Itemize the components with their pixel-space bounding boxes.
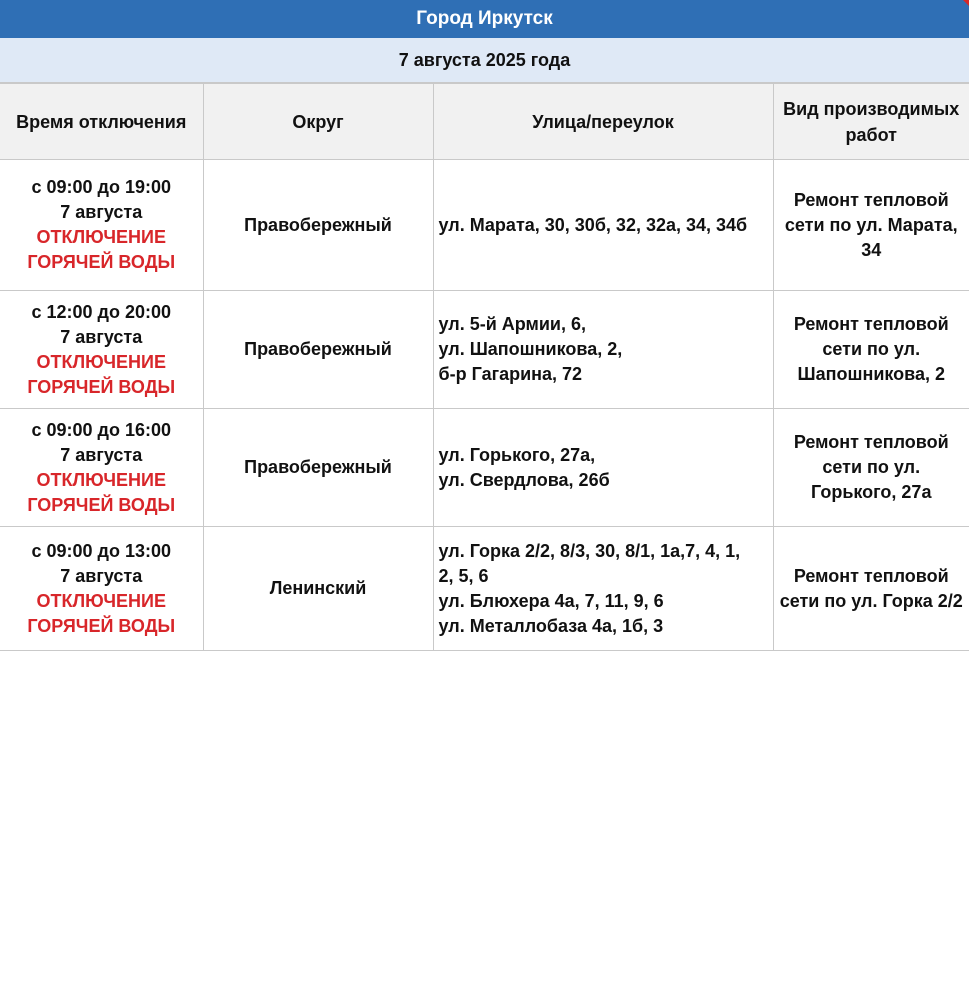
street-line: 2, 5, 6 [438, 565, 489, 586]
time-range: с 09:00 до 16:00 [31, 419, 171, 440]
date-heading: 7 августа 2025 года [0, 38, 969, 83]
district-cell: Ленинский [203, 527, 433, 651]
outage-day: 7 августа [60, 565, 143, 586]
street-line: ул. Блюхера 4а, 7, 11, 9, 6 [438, 590, 664, 611]
time-range: с 12:00 до 20:00 [31, 301, 171, 322]
street-line: ул. Горького, 27а, [438, 444, 596, 465]
alert-text: ГОРЯЧЕЙ ВОДЫ [27, 615, 176, 636]
time-range: с 09:00 до 19:00 [31, 177, 171, 197]
street-line: ул. Свердлова, 26б [438, 469, 610, 490]
district-cell: Правобережный [203, 291, 433, 409]
outage-day: 7 августа [60, 444, 143, 465]
outage-day: 7 августа [60, 326, 143, 347]
alert-text: ОТКЛЮЧЕНИЕ [36, 590, 167, 611]
street-line: ул. Марата, 30, 30б, 32, 32а, 34, 34б [438, 214, 748, 235]
street-line: б-р Гагарина, 72 [438, 364, 583, 384]
district-cell: Правобережный [203, 160, 433, 291]
table-header-row [0, 84, 969, 160]
street-line: ул. Металлобаза 4а, 1б, 3 [438, 615, 664, 636]
work-cell: Ремонт тепловой сети по ул. Горького, 27а [773, 409, 969, 527]
time-range: с 09:00 до 13:00 [31, 540, 171, 561]
district-cell: Правобережный [203, 409, 433, 527]
alert-text: ОТКЛЮЧЕНИЕ [36, 227, 167, 247]
street-cell [433, 527, 773, 651]
column-header-time: Время отключения [0, 84, 203, 160]
time-cell [0, 160, 203, 291]
work-cell: Ремонт тепловой сети по ул. Шапошникова, 2 [773, 291, 969, 409]
alert-text: ГОРЯЧЕЙ ВОДЫ [27, 376, 176, 397]
work-cell: Ремонт тепловой сети по ул. Горка 2/2 [773, 527, 969, 651]
column-header-district: Округ [203, 84, 433, 160]
street-line: ул. 5-й Армии, 6, [438, 314, 586, 334]
work-cell: Ремонт тепловой сети по ул. Марата, 34 [773, 160, 969, 291]
alert-text: ОТКЛЮЧЕНИЕ [36, 469, 167, 490]
street-cell [433, 409, 773, 527]
street-line: ул. Горка 2/2, 8/3, 30, 8/1, 1а,7, 4, 1, [438, 540, 741, 561]
column-header-work: Вид производимых работ [773, 84, 969, 160]
table-row [0, 527, 969, 651]
alert-text: ОТКЛЮЧЕНИЕ [36, 351, 167, 372]
time-cell [0, 291, 203, 409]
alert-text: ГОРЯЧЕЙ ВОДЫ [27, 252, 176, 272]
street-cell [433, 291, 773, 409]
table-title: Город Иркутск [0, 0, 969, 38]
street-line: ул. Шапошникова, 2, [438, 339, 623, 359]
table-row [0, 160, 969, 291]
outage-day: 7 августа [60, 202, 143, 222]
street-cell [433, 160, 773, 291]
column-header-street: Улица/переулок [433, 84, 773, 160]
table-row [0, 291, 969, 409]
time-cell [0, 409, 203, 527]
time-cell [0, 527, 203, 651]
outage-table [0, 83, 969, 651]
table-row [0, 409, 969, 527]
alert-text: ГОРЯЧЕЙ ВОДЫ [27, 494, 176, 515]
corner-mark [963, 0, 969, 6]
